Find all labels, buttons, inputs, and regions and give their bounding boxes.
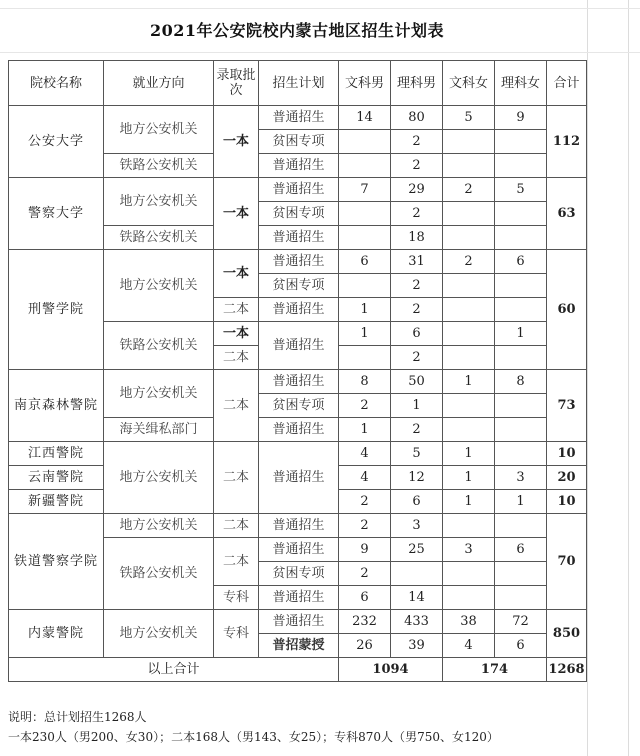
- direction-cell: 铁路公安机关: [104, 154, 214, 178]
- plan-cell: 普通招生: [259, 370, 339, 394]
- value-cell: 6: [339, 586, 391, 610]
- header-li-male: 理科男: [391, 61, 443, 106]
- value-cell: [443, 586, 495, 610]
- value-cell: 1: [443, 490, 495, 514]
- header-plan: 招生计划: [259, 61, 339, 106]
- value-cell: 2: [391, 274, 443, 298]
- summary-row: [9, 658, 587, 682]
- value-cell: [443, 226, 495, 250]
- school-name: 江西警院: [9, 442, 104, 466]
- value-cell: 26: [339, 634, 391, 658]
- batch-cell: 专科: [214, 610, 259, 658]
- batch-cell: 一本: [214, 178, 259, 250]
- direction-cell: 铁路公安机关: [104, 538, 214, 610]
- school-name: 内蒙警院: [9, 610, 104, 658]
- value-cell: [443, 322, 495, 346]
- header-li-female: 理科女: [495, 61, 547, 106]
- table-row: [9, 106, 587, 130]
- value-cell: 80: [391, 106, 443, 130]
- school-name: 南京森林警院: [9, 370, 104, 442]
- value-cell: [495, 202, 547, 226]
- header-wen-female: 文科女: [443, 61, 495, 106]
- value-cell: [339, 130, 391, 154]
- plan-cell: 普通招生: [259, 442, 339, 514]
- value-cell: [495, 418, 547, 442]
- value-cell: 4: [339, 466, 391, 490]
- value-cell: 2: [339, 562, 391, 586]
- table-row: [9, 610, 587, 634]
- school-total: 10: [547, 490, 587, 514]
- summary-total: 1268: [547, 658, 587, 682]
- value-cell: 4: [443, 634, 495, 658]
- school-total: 60: [547, 250, 587, 370]
- value-cell: 2: [339, 394, 391, 418]
- value-cell: [443, 274, 495, 298]
- batch-cell: 二本: [214, 346, 259, 370]
- value-cell: 2: [443, 250, 495, 274]
- value-cell: [495, 154, 547, 178]
- table-row: [9, 370, 587, 394]
- value-cell: [443, 202, 495, 226]
- value-cell: 29: [391, 178, 443, 202]
- plan-cell: 贫困专项: [259, 202, 339, 226]
- value-cell: 1: [495, 322, 547, 346]
- plan-cell: 普通招生: [259, 298, 339, 322]
- direction-cell: 地方公安机关: [104, 514, 214, 538]
- school-name: 云南警院: [9, 466, 104, 490]
- plan-cell: 贫困专项: [259, 562, 339, 586]
- value-cell: 3: [495, 466, 547, 490]
- school-total: 70: [547, 514, 587, 610]
- value-cell: [495, 130, 547, 154]
- direction-cell: 海关缉私部门: [104, 418, 214, 442]
- value-cell: [443, 130, 495, 154]
- value-cell: [495, 394, 547, 418]
- value-cell: 9: [339, 538, 391, 562]
- value-cell: 12: [391, 466, 443, 490]
- plan-cell: 普通招生: [259, 418, 339, 442]
- header-wen-male: 文科男: [339, 61, 391, 106]
- value-cell: 6: [391, 322, 443, 346]
- header-direction: 就业方向: [104, 61, 214, 106]
- value-cell: [495, 562, 547, 586]
- school-name: 公安大学: [9, 106, 104, 178]
- value-cell: 1: [339, 298, 391, 322]
- value-cell: [339, 202, 391, 226]
- value-cell: 2: [391, 130, 443, 154]
- plan-cell: 贫困专项: [259, 394, 339, 418]
- value-cell: [443, 514, 495, 538]
- value-cell: [495, 226, 547, 250]
- value-cell: [443, 394, 495, 418]
- summary-male: 1094: [339, 658, 443, 682]
- value-cell: 2: [339, 514, 391, 538]
- direction-cell: 地方公安机关: [104, 106, 214, 154]
- value-cell: 5: [443, 106, 495, 130]
- note-line-2: 一本230人（男200、女30）；二本168人（男143、女25）；专科870人（男750、女120）: [8, 730, 499, 744]
- plan-cell: 普通招生: [259, 178, 339, 202]
- value-cell: 2: [339, 490, 391, 514]
- value-cell: [443, 346, 495, 370]
- plan-cell: 普通招生: [259, 514, 339, 538]
- direction-cell: 铁路公安机关: [104, 226, 214, 250]
- value-cell: [443, 562, 495, 586]
- page-title: 2021年公安院校内蒙古地区招生计划表: [149, 21, 445, 40]
- plan-cell: 普通招生: [259, 106, 339, 130]
- value-cell: 9: [495, 106, 547, 130]
- batch-cell: 二本: [214, 442, 259, 514]
- value-cell: [495, 586, 547, 610]
- value-cell: 14: [391, 586, 443, 610]
- school-total: 112: [547, 106, 587, 178]
- batch-cell: 专科: [214, 586, 259, 610]
- value-cell: 2: [443, 178, 495, 202]
- school-total: 850: [547, 610, 587, 658]
- enrollment-table: [8, 60, 587, 682]
- school-total: 63: [547, 178, 587, 250]
- header-batch: 录取批次: [214, 61, 259, 106]
- value-cell: [443, 418, 495, 442]
- school-name: 刑警学院: [9, 250, 104, 370]
- batch-cell: 二本: [214, 298, 259, 322]
- value-cell: 8: [495, 370, 547, 394]
- value-cell: 14: [339, 106, 391, 130]
- batch-cell: 一本: [214, 250, 259, 298]
- school-total: 10: [547, 442, 587, 466]
- value-cell: 433: [391, 610, 443, 634]
- value-cell: 6: [495, 634, 547, 658]
- plan-cell: 普通招生: [259, 586, 339, 610]
- value-cell: [495, 346, 547, 370]
- school-total: 20: [547, 466, 587, 490]
- value-cell: [339, 346, 391, 370]
- value-cell: [495, 298, 547, 322]
- value-cell: 6: [339, 250, 391, 274]
- school-name: 警察大学: [9, 178, 104, 250]
- batch-cell: 一本: [214, 106, 259, 178]
- value-cell: [495, 274, 547, 298]
- batch-cell: 二本: [214, 514, 259, 538]
- value-cell: 2: [391, 154, 443, 178]
- school-name: 新疆警院: [9, 490, 104, 514]
- value-cell: [443, 298, 495, 322]
- value-cell: [339, 226, 391, 250]
- value-cell: 1: [339, 322, 391, 346]
- plan-cell: 普通招生: [259, 154, 339, 178]
- value-cell: 5: [495, 178, 547, 202]
- value-cell: 1: [443, 442, 495, 466]
- school-total: 73: [547, 370, 587, 442]
- value-cell: 3: [391, 514, 443, 538]
- value-cell: 1: [339, 418, 391, 442]
- value-cell: 2: [391, 202, 443, 226]
- value-cell: 1: [443, 370, 495, 394]
- plan-cell: 贫困专项: [259, 130, 339, 154]
- note-line-1: 说明：总计划招生1268人: [8, 710, 147, 724]
- value-cell: 6: [495, 538, 547, 562]
- batch-cell: 二本: [214, 538, 259, 586]
- table-row: [9, 514, 587, 538]
- value-cell: 6: [495, 250, 547, 274]
- table-row: [9, 178, 587, 202]
- value-cell: 25: [391, 538, 443, 562]
- direction-cell: 地方公安机关: [104, 250, 214, 322]
- summary-female: 174: [443, 658, 547, 682]
- table-row: [9, 250, 587, 274]
- value-cell: 4: [339, 442, 391, 466]
- plan-cell: 普通招生: [259, 322, 339, 370]
- value-cell: 3: [443, 538, 495, 562]
- value-cell: [391, 562, 443, 586]
- direction-cell: 地方公安机关: [104, 370, 214, 418]
- direction-cell: 地方公安机关: [104, 178, 214, 226]
- value-cell: 18: [391, 226, 443, 250]
- plan-cell: 普通招生: [259, 538, 339, 562]
- table-row: [9, 442, 587, 466]
- value-cell: 232: [339, 610, 391, 634]
- value-cell: [443, 154, 495, 178]
- summary-label: 以上合计: [9, 658, 339, 682]
- plan-cell: 普招蒙授: [259, 634, 339, 658]
- value-cell: 2: [391, 418, 443, 442]
- value-cell: 38: [443, 610, 495, 634]
- value-cell: [339, 154, 391, 178]
- school-name: 铁道警察学院: [9, 514, 104, 610]
- plan-cell: 贫困专项: [259, 274, 339, 298]
- plan-cell: 普通招生: [259, 250, 339, 274]
- value-cell: 72: [495, 610, 547, 634]
- value-cell: 1: [443, 466, 495, 490]
- value-cell: 6: [391, 490, 443, 514]
- value-cell: 8: [339, 370, 391, 394]
- plan-cell: 普通招生: [259, 226, 339, 250]
- value-cell: 7: [339, 178, 391, 202]
- value-cell: 1: [391, 394, 443, 418]
- value-cell: [339, 274, 391, 298]
- batch-cell: 一本: [214, 322, 259, 346]
- value-cell: 1: [495, 490, 547, 514]
- value-cell: 5: [391, 442, 443, 466]
- value-cell: 2: [391, 298, 443, 322]
- header-total: 合计: [547, 61, 587, 106]
- header-school: 院校名称: [9, 61, 104, 106]
- value-cell: 2: [391, 346, 443, 370]
- header-row: [9, 61, 587, 106]
- value-cell: [495, 514, 547, 538]
- value-cell: 39: [391, 634, 443, 658]
- value-cell: [495, 442, 547, 466]
- direction-cell: 铁路公安机关: [104, 322, 214, 370]
- value-cell: 50: [391, 370, 443, 394]
- direction-cell: 地方公安机关: [104, 442, 214, 514]
- plan-cell: 普通招生: [259, 610, 339, 634]
- direction-cell: 地方公安机关: [104, 610, 214, 658]
- value-cell: 31: [391, 250, 443, 274]
- batch-cell: 二本: [214, 370, 259, 442]
